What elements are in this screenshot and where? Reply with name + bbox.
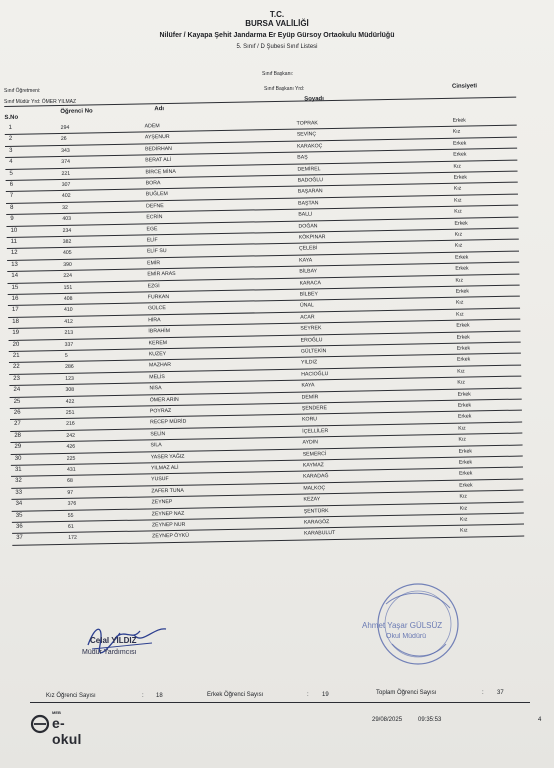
cell-surname: KARADAĞ — [303, 473, 329, 480]
cell-name: EMİR ARAS — [147, 271, 176, 278]
cell-gender: Erkek — [455, 254, 469, 261]
e-okul-logo-text: e-okul — [52, 715, 82, 747]
cell-surname: ÜNAL — [299, 302, 314, 310]
cell-name: FURKAN — [147, 294, 170, 301]
col-header-student-no: Öğrenci No — [60, 108, 93, 115]
cell-sno: 35 — [15, 512, 23, 519]
cell-sno: 14 — [11, 272, 19, 280]
cell-student-no: 410 — [63, 307, 73, 314]
cell-student-no: 431 — [66, 466, 76, 473]
cell-name: BERAT ALİ — [145, 157, 172, 164]
cell-sno: 37 — [16, 535, 23, 542]
cell-sno: 36 — [15, 523, 23, 530]
header-class-list-title: 5. Sınıf / D Şubesi Sınıf Listesi — [236, 44, 318, 50]
cell-student-no: 61 — [67, 523, 74, 530]
cell-surname: BADOĞLU — [297, 177, 324, 184]
cell-student-no: 337 — [64, 341, 74, 348]
cell-gender: Erkek — [455, 288, 470, 295]
cell-student-no: 402 — [61, 193, 71, 200]
cell-name: KUZEY — [148, 351, 167, 358]
cell-sno: 24 — [13, 386, 21, 394]
cell-gender: Erkek — [457, 391, 471, 398]
cell-name: İBRAHİM — [148, 328, 171, 335]
cell-surname: ÇELEBİ — [298, 245, 318, 253]
cell-student-no: 234 — [62, 227, 72, 234]
cell-student-no: 426 — [66, 443, 76, 451]
cell-name: ZEYNEP ÖYKÜ — [152, 533, 190, 540]
cell-student-no: 412 — [64, 318, 73, 325]
cell-gender: Kız — [458, 425, 466, 432]
cell-gender: Erkek — [454, 220, 468, 227]
cell-gender: Kız — [454, 208, 462, 215]
cell-gender: Kız — [457, 379, 465, 386]
cell-sno: 22 — [12, 364, 20, 371]
cell-sno: 33 — [15, 489, 23, 496]
cell-name: RECEP MÜRİD — [150, 419, 187, 426]
cell-gender: Kız — [455, 277, 464, 284]
cell-gender: Kız — [459, 505, 468, 512]
cell-sno: 15 — [11, 284, 19, 291]
cell-sno: 27 — [14, 421, 21, 428]
cell-sno: 5 — [9, 170, 13, 177]
cell-surname: KARACA — [299, 279, 321, 287]
cell-surname: SEYREK — [300, 325, 322, 332]
cell-name: YUSUF — [151, 476, 169, 483]
cell-name: ZEYNEP — [151, 499, 173, 506]
cell-gender: Kız — [454, 231, 463, 238]
cell-gender: Erkek — [457, 402, 472, 409]
girl-count-colon: : — [142, 693, 144, 699]
signatory-name: Celal YILDIZ — [90, 636, 137, 645]
cell-surname: GÜLTEKİN — [300, 348, 327, 355]
girl-count-value: 18 — [156, 693, 163, 699]
cell-surname: ŞENTÜRK — [303, 507, 329, 515]
cell-sno: 31 — [14, 466, 22, 473]
cell-student-no: 286 — [65, 364, 74, 371]
total-count-label: Toplam Öğrenci Sayısı — [376, 690, 437, 696]
cell-sno: 13 — [11, 261, 18, 268]
cell-gender: Erkek — [455, 265, 469, 272]
cell-gender: Kız — [454, 243, 463, 250]
cell-sno: 26 — [13, 409, 21, 416]
cell-sno: 12 — [10, 250, 18, 257]
cell-student-no: 26 — [60, 136, 67, 143]
cell-student-no: 97 — [67, 489, 74, 496]
cell-student-no: 225 — [66, 455, 76, 462]
cell-name: YASER YAĞIZ — [150, 453, 185, 460]
cell-gender: Erkek — [452, 140, 467, 147]
cell-sno: 25 — [13, 398, 21, 405]
cell-surname: BAŞ — [297, 154, 308, 161]
cell-surname: KAYA — [299, 257, 313, 264]
print-date: 29/08/2025 — [372, 717, 403, 723]
cell-gender: Kız — [456, 311, 464, 318]
cell-name: ZEYNEP NUR — [151, 521, 186, 529]
cell-name: POYRAZ — [149, 407, 172, 415]
cell-name: EMİR — [147, 259, 161, 267]
total-count-value: 37 — [497, 690, 504, 696]
cell-student-no: 216 — [66, 421, 75, 428]
cell-name: BUĞLEM — [145, 191, 168, 198]
cell-gender: Erkek — [457, 413, 472, 421]
page-number: 4 — [538, 717, 542, 723]
cell-surname: MALKOÇ — [303, 484, 326, 492]
cell-sno: 11 — [10, 238, 18, 245]
cell-student-no: 408 — [63, 295, 73, 302]
cell-name: ÖMER ARIN — [149, 396, 179, 403]
cell-name: BEDİRHAN — [145, 145, 172, 153]
cell-gender: Erkek — [458, 459, 473, 466]
cell-gender: Kız — [458, 436, 467, 443]
cell-gender: Kız — [460, 527, 468, 535]
stamp-subtext: Okul Müdürü — [386, 633, 427, 640]
cell-gender: Erkek — [456, 322, 470, 329]
cell-student-no: 374 — [61, 158, 71, 166]
cell-sno: 19 — [12, 329, 20, 337]
cell-gender: Erkek — [459, 482, 473, 489]
cell-sno: 4 — [9, 159, 13, 166]
cell-gender: Erkek — [458, 448, 472, 455]
cell-name: MAZHAR — [148, 362, 171, 369]
cell-surname: BAŞARAN — [297, 188, 323, 196]
cell-sno: 3 — [9, 147, 13, 154]
cell-student-no: 422 — [65, 398, 75, 405]
cell-student-no: 251 — [65, 409, 75, 416]
cell-sno: 23 — [13, 375, 20, 382]
footer-rule — [30, 702, 530, 703]
cell-name: BİRCE MİNA — [145, 168, 176, 176]
header-school-name: Nilüfer / Kayapa Şehit Jandarma Er Eyüp Gürsoy Ortaokulu Müdürlüğü — [159, 32, 395, 39]
cell-sno: 29 — [14, 443, 22, 451]
cell-surname: KORU — [302, 416, 318, 423]
boy-count-colon: : — [307, 692, 309, 698]
cell-student-no: 213 — [64, 329, 74, 337]
cell-name: SELİN — [150, 430, 166, 438]
cell-sno: 16 — [11, 295, 19, 302]
cell-sno: 30 — [14, 455, 22, 462]
cell-gender: Erkek — [453, 151, 467, 158]
cell-student-no: 123 — [65, 375, 74, 382]
cell-surname: KAYMAZ — [302, 462, 324, 469]
school-seal-stamp — [362, 580, 464, 668]
cell-gender: Kız — [455, 300, 464, 307]
cell-student-no: 32 — [62, 204, 68, 211]
boy-count-value: 19 — [322, 692, 329, 698]
cell-sno: 34 — [15, 500, 23, 508]
cell-name: DEFNE — [146, 202, 164, 210]
e-okul-logo-meb: MEB — [52, 710, 61, 715]
cell-student-no: 5 — [64, 352, 68, 359]
cell-surname: SEVİNÇ — [296, 131, 317, 139]
cell-student-no: 172 — [68, 535, 77, 542]
cell-surname: KARAGÖZ — [303, 519, 330, 526]
cell-name: ECRİN — [146, 214, 163, 221]
cell-student-no: 376 — [67, 500, 77, 508]
cell-surname: KÖKPINAR — [298, 234, 326, 241]
cell-sno: 18 — [12, 318, 19, 325]
header-governorship: BURSA VALİLİĞİ — [245, 19, 309, 28]
cell-sno: 8 — [10, 204, 14, 211]
cell-gender: Kız — [453, 163, 461, 170]
cell-surname: HACIOĞLU — [301, 370, 329, 378]
class-president-label: Sınıf Başkanı: — [262, 71, 294, 77]
cell-name: YILMAZ ALİ — [150, 464, 179, 472]
meta-rule — [4, 97, 516, 107]
cell-name: GÜLCE — [147, 305, 166, 312]
cell-surname: ŞENDERE — [301, 405, 327, 412]
cell-surname: DEMİREL — [297, 165, 321, 173]
cell-gender: Erkek — [459, 470, 473, 478]
cell-surname: KARAKOÇ — [296, 142, 323, 150]
cell-student-no: 68 — [67, 478, 73, 485]
cell-gender: Kız — [453, 186, 462, 193]
cell-surname: DEMİR — [301, 393, 319, 401]
header-tc: T.C. — [269, 10, 285, 19]
cell-student-no: 221 — [61, 170, 71, 177]
cell-surname: BİLBAY — [299, 268, 318, 275]
cell-name: AYŞENUR — [144, 134, 170, 141]
cell-gender: Kız — [457, 368, 465, 375]
cell-gender: Kız — [459, 516, 468, 523]
col-header-name: Adı — [154, 106, 165, 113]
cell-surname: DOĞAN — [298, 222, 318, 230]
cell-sno: 32 — [15, 478, 22, 485]
cell-student-no: 55 — [67, 512, 74, 519]
cell-gender: Erkek — [452, 117, 466, 124]
cell-student-no: 151 — [63, 284, 73, 291]
cell-student-no: 294 — [60, 124, 70, 131]
class-vice-principal-label: Sınıf Müdür Yrd: ÖMER YILMAZ — [4, 99, 77, 105]
cell-surname: İÇELLİLER — [302, 427, 329, 435]
cell-name: ELİF SU — [146, 248, 167, 255]
cell-gender: Erkek — [456, 356, 471, 364]
cell-name: MELİS — [149, 373, 165, 381]
cell-gender: Erkek — [456, 345, 471, 352]
cell-surname: AYDIN — [302, 439, 318, 446]
cell-sno: 28 — [14, 432, 22, 439]
cell-gender: Kız — [459, 493, 468, 500]
signatory-title: Müdür Yardımcısı — [82, 649, 137, 656]
cell-name: ZAFER TUNA — [151, 487, 184, 495]
cell-sno: 9 — [10, 216, 14, 223]
e-okul-logo-icon — [30, 712, 50, 736]
cell-name: BORA — [145, 180, 161, 187]
cell-surname: KEZAY — [303, 496, 321, 503]
cell-gender: Kız — [452, 129, 461, 136]
cell-name: EZGİ — [147, 282, 160, 289]
cell-surname: TOPRAK — [296, 120, 318, 127]
col-header-surname: Soyadı — [304, 96, 324, 103]
boy-count-label: Erkek Öğrenci Sayısı — [207, 692, 264, 698]
cell-surname: BİLBEY — [299, 291, 318, 298]
print-time: 09:35:53 — [418, 717, 442, 723]
cell-student-no: 403 — [62, 215, 72, 223]
col-header-sno: S.No — [4, 114, 19, 121]
cell-surname: BALLI — [298, 211, 313, 218]
cell-name: EGE — [146, 225, 158, 233]
cell-name: ELİF — [146, 237, 158, 244]
cell-gender: Kız — [454, 197, 462, 204]
cell-student-no: 307 — [61, 181, 71, 188]
class-vice-president-label: Sınıf Başkanı Yrd: — [264, 86, 305, 92]
cell-student-no: 382 — [62, 238, 72, 245]
cell-name: NİSA — [149, 385, 162, 392]
cell-sno: 21 — [12, 352, 20, 359]
cell-name: ADEM — [144, 123, 160, 130]
cell-surname: SEMERCİ — [302, 450, 327, 458]
cell-sno: 2 — [8, 136, 13, 143]
cell-sno: 20 — [12, 341, 20, 348]
cell-gender: Erkek — [456, 334, 470, 341]
total-count-colon: : — [482, 690, 484, 696]
cell-student-no: 308 — [65, 386, 75, 394]
cell-student-no: 405 — [62, 250, 72, 257]
cell-name: SILA — [150, 442, 162, 449]
cell-sno: 7 — [9, 193, 14, 200]
cell-student-no: 224 — [63, 272, 73, 280]
cell-sno: 1 — [8, 124, 13, 131]
cell-sno: 6 — [9, 181, 14, 188]
cell-gender: Erkek — [453, 174, 467, 181]
cell-surname: BAŞTAN — [298, 200, 319, 207]
cell-student-no: 242 — [66, 432, 76, 439]
cell-name: KEREM — [148, 339, 168, 346]
cell-surname: ACAR — [300, 314, 315, 321]
cell-surname: EROĞLU — [300, 336, 323, 344]
cell-name: HİRA — [148, 316, 161, 324]
cell-surname: KAYA — [301, 382, 315, 389]
cell-student-no: 390 — [63, 261, 72, 268]
stamp-text: Ahmet Yaşar GÜLSÜZ — [362, 621, 443, 630]
cell-sno: 17 — [11, 307, 19, 314]
cell-student-no: 343 — [61, 147, 70, 154]
class-teacher-label: Sınıf Öğretmeni: — [4, 88, 41, 94]
cell-surname: YILDIZ — [300, 359, 318, 366]
girl-count-label: Kız Öğrenci Sayısı — [46, 693, 96, 699]
cell-sno: 10 — [10, 227, 18, 234]
cell-surname: KARABULUT — [304, 530, 336, 537]
cell-name: ZEYNEP NAZ — [151, 510, 185, 517]
col-header-gender: Cinsiyeti — [451, 83, 478, 90]
